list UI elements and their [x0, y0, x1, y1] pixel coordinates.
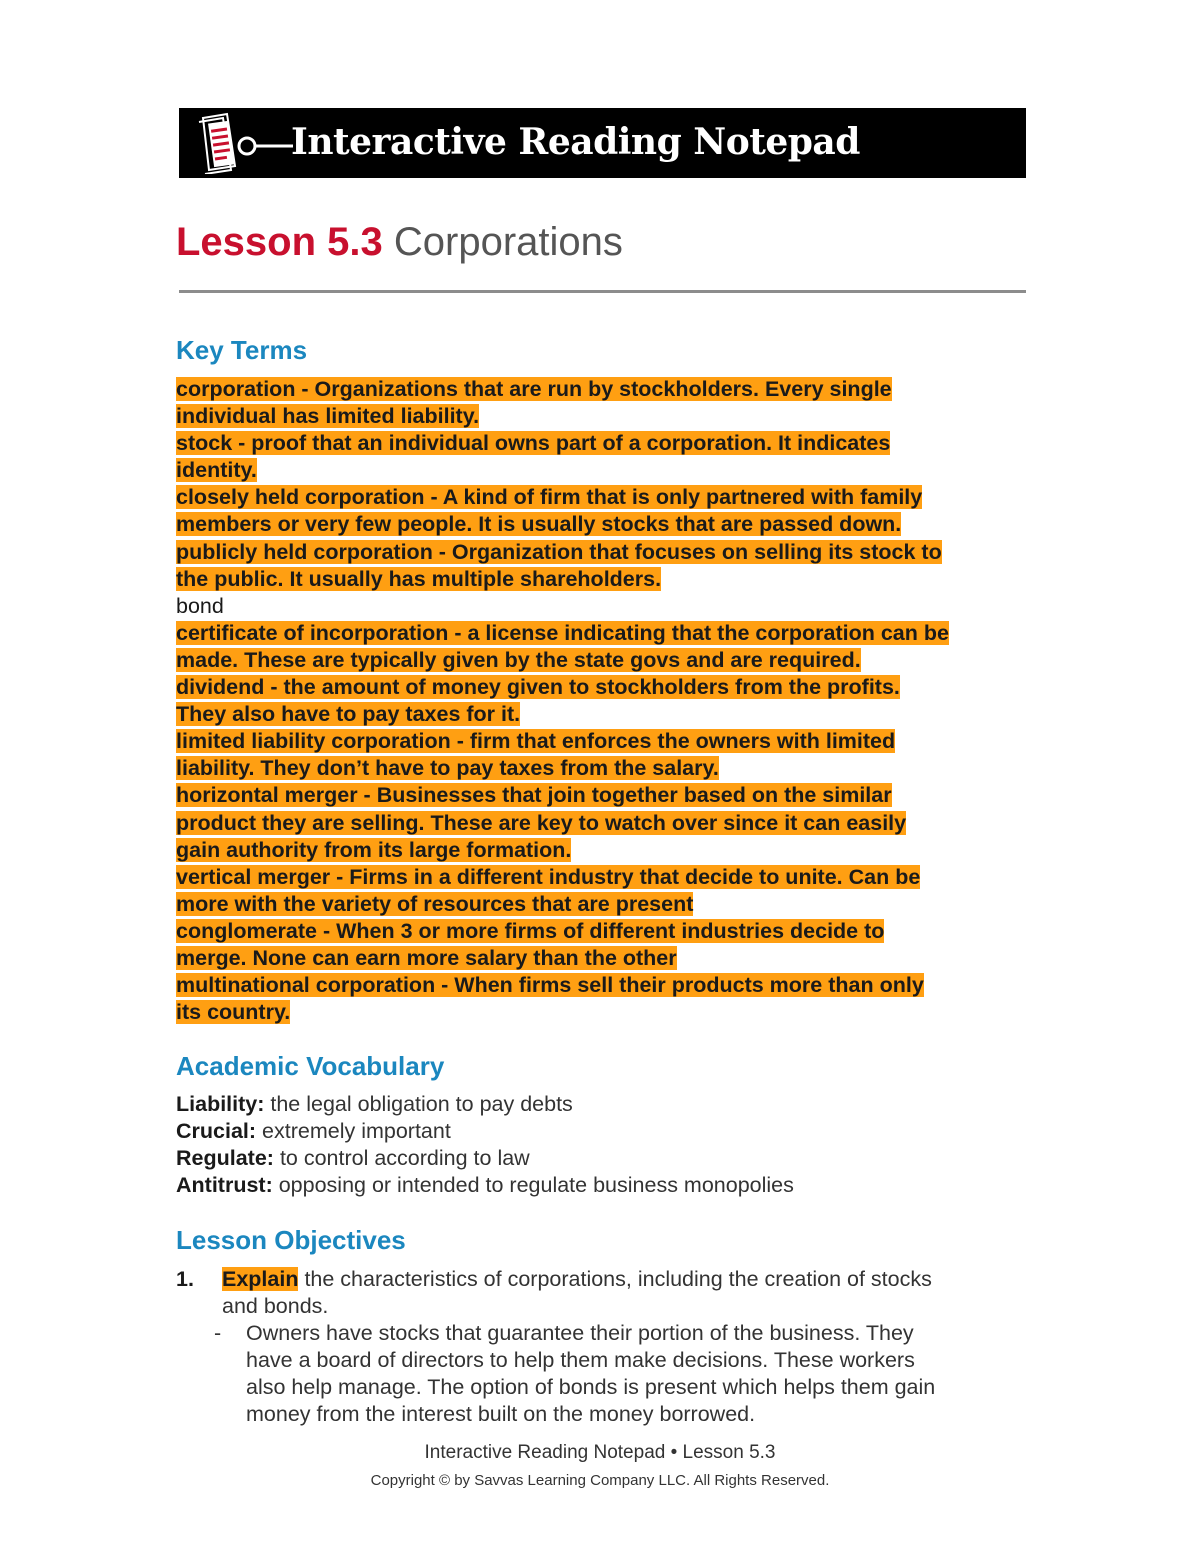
objective-note [176, 1320, 935, 1347]
notepad-magnifier-icon [197, 112, 293, 179]
term-line: liability. They don’t have to pay taxes from the salary. [176, 756, 719, 781]
term-line: gain authority from its large formation. [176, 837, 572, 862]
term-line: stock - proof that an individual owns part of a corporation. It indicates [176, 431, 891, 456]
term-line: publicly held corporation - Organization that focuses on selling its stock to [176, 539, 942, 564]
objective-text-continued: and bonds. [222, 1294, 329, 1318]
term-line: individual has limited liability. [176, 404, 480, 429]
vocab-item [176, 1172, 794, 1199]
term-line: made. These are typically given by the state govs and are required. [176, 647, 861, 672]
banner-title: Interactive Reading Notepad [291, 121, 860, 163]
vocab-word: Crucial: [176, 1119, 257, 1143]
term-line: horizontal merger - Businesses that join together based on the similar [176, 783, 892, 808]
title-divider [179, 290, 1026, 293]
key-terms-heading: Key Terms [176, 335, 308, 365]
note-line: money from the interest built on the money borrowed. [246, 1402, 756, 1426]
lesson-topic: Corporations [393, 220, 623, 264]
term-line: dividend - the amount of money given to stockholders from the profits. [176, 675, 900, 700]
term-line-unhighlighted: bond [176, 593, 224, 618]
term-line: They also have to pay taxes for it. [176, 702, 521, 727]
key-terms-list [176, 376, 1036, 1026]
vocab-word: Antitrust: [176, 1173, 273, 1197]
vocab-item [176, 1091, 794, 1118]
objectives-list [176, 1266, 935, 1428]
term-line: merge. None can earn more salary than the other [176, 945, 677, 970]
term-line: members or very few people. It is usually stocks that are passed down. [176, 512, 902, 537]
vocab-word: Regulate: [176, 1146, 274, 1170]
academic-vocabulary-heading: Academic Vocabulary [176, 1051, 445, 1081]
vocab-definition: opposing or intended to regulate business monopolies [272, 1173, 794, 1197]
term-line: product they are selling. These are key to watch over since it can easily [176, 810, 907, 835]
vocab-definition: the legal obligation to pay debts [264, 1092, 573, 1116]
footer-copyright: Copyright © by Savvas Learning Company LLC. All Rights Reserved. [370, 1472, 830, 1489]
note-line: also help manage. The option of bonds is present which helps them gain [246, 1375, 936, 1399]
vocab-definition: extremely important [256, 1119, 451, 1143]
lesson-objectives-heading: Lesson Objectives [176, 1225, 406, 1255]
term-line: multinational corporation - When firms sell their products more than only [176, 973, 924, 998]
objective-verb: Explain [222, 1267, 299, 1291]
term-line: vertical merger - Firms in a different industry that decide to unite. Can be [176, 864, 921, 889]
footer-title: Interactive Reading Notepad • Lesson 5.3 [424, 1442, 776, 1463]
page-title [176, 220, 623, 265]
term-line: closely held corporation - A kind of firm that is only partnered with family [176, 485, 923, 510]
vocabulary-list [176, 1091, 794, 1199]
note-line: Owners have stocks that guarantee their portion of the business. They [246, 1321, 914, 1345]
note-line: have a board of directors to help them make decisions. These workers [246, 1348, 915, 1372]
term-line: the public. It usually has multiple shareholders. [176, 566, 662, 591]
objective-item [176, 1266, 935, 1293]
term-line: conglomerate - When 3 or more firms of different industries decide to [176, 918, 885, 943]
term-line: limited liability corporation - firm that enforces the owners with limited [176, 729, 896, 754]
term-line: its country. [176, 1000, 291, 1025]
vocab-word: Liability: [176, 1092, 265, 1116]
objective-number: 1. [176, 1267, 194, 1291]
term-line: corporation - Organizations that are run by stockholders. Every single [176, 377, 892, 401]
term-line: identity. [176, 458, 257, 483]
vocab-item [176, 1145, 794, 1172]
term-line: more with the variety of resources that are present [176, 891, 694, 916]
dash-bullet: - [214, 1321, 222, 1345]
vocab-item [176, 1118, 794, 1145]
vocab-definition: to control according to law [273, 1146, 530, 1170]
header-banner [179, 108, 1026, 178]
lesson-number: Lesson 5.3 [176, 220, 383, 264]
term-line: certificate of incorporation - a license indicating that the corporation can be [176, 620, 949, 645]
objective-text: the characteristics of corporations, including the creation of stocks [298, 1267, 932, 1291]
